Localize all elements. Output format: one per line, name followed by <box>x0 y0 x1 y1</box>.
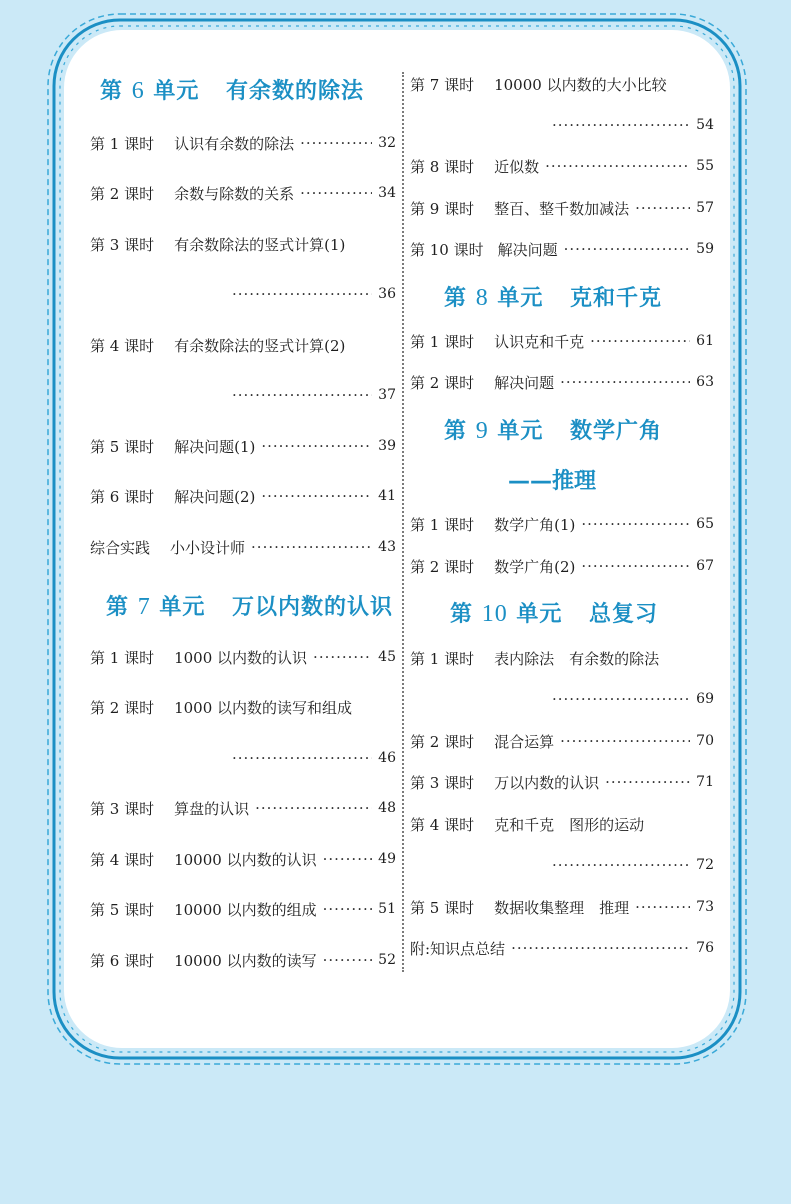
toc-entry[interactable]: 第 5 课时 10000 以内数的组成 ····· 51 <box>90 897 396 921</box>
toc-entry[interactable]: 第 1 课时 认识克和千克 ····· 61 <box>410 329 714 353</box>
toc-entry-continuation[interactable]: ····· 36 <box>226 282 396 306</box>
toc-entry[interactable]: 第 2 课时 数学广角(2) ····· 67 <box>410 554 714 578</box>
toc-entry[interactable]: 第 3 课时 有余数除法的竖式计算(1) <box>90 235 346 254</box>
toc-entry[interactable]: 第 4 课时 克和千克 图形的运动 <box>410 815 645 834</box>
unit-9-heading: 第 9 单元 数学广角 <box>444 418 663 444</box>
toc-entry-continuation[interactable]: ····· 72 <box>546 853 714 877</box>
unit-8-heading: 第 8 单元 克和千克 <box>444 285 663 311</box>
toc-entry[interactable]: 第 6 课时 解决问题(2) ····· 41 <box>90 484 396 508</box>
unit-9-subtitle: ——推理 <box>508 469 597 494</box>
column-divider <box>402 72 404 972</box>
toc-entry[interactable]: 第 1 课时 认识有余数的除法 ····· 32 <box>90 131 396 155</box>
toc-entry[interactable]: 第 10 课时 解决问题 ····· 59 <box>410 237 714 261</box>
toc-entry-continuation[interactable]: ····· 54 <box>546 113 714 137</box>
unit-7-heading: 第 7 单元 万以内数的认识 <box>106 594 394 620</box>
unit-6-heading: 第 6 单元 有余数的除法 <box>100 78 365 104</box>
toc-entry[interactable]: 第 1 课时 表内除法 有余数的除法 <box>410 649 660 668</box>
unit-10-heading: 第 10 单元 总复习 <box>450 601 659 627</box>
toc-entry[interactable]: 第 2 课时 解决问题 ····· 63 <box>410 370 714 394</box>
toc-entry[interactable]: 第 3 课时 万以内数的认识 ····· 71 <box>410 770 714 794</box>
toc-entry[interactable]: 第 6 课时 10000 以内数的读写 ····· 52 <box>90 948 396 972</box>
toc-entry[interactable]: 第 5 课时 解决问题(1) ····· 39 <box>90 434 396 458</box>
toc-entry[interactable]: 第 9 课时 整百、整千数加减法 ····· 57 <box>410 196 714 220</box>
toc-entry[interactable]: 第 8 课时 近似数 ····· 55 <box>410 154 714 178</box>
toc-entry[interactable]: 第 2 课时 1000 以内数的读写和组成 <box>90 698 353 717</box>
toc-entry[interactable]: 第 4 课时 10000 以内数的认识 ····· 49 <box>90 847 396 871</box>
toc-entry[interactable]: 综合实践 小小设计师 ····· 43 <box>90 535 396 559</box>
toc-entry[interactable]: 第 3 课时 算盘的认识 ····· 48 <box>90 796 396 820</box>
toc-entry[interactable]: 第 7 课时 10000 以内数的大小比较 <box>410 75 667 94</box>
toc-entry[interactable]: 第 2 课时 余数与除数的关系 ····· 34 <box>90 181 396 205</box>
toc-entry[interactable]: 第 1 课时 1000 以内数的认识 ····· 45 <box>90 645 396 669</box>
toc-entry-continuation[interactable]: ····· 69 <box>546 687 714 711</box>
toc-entry[interactable]: 第 5 课时 数据收集整理 推理 ····· 73 <box>410 895 714 919</box>
toc-entry[interactable]: 第 2 课时 混合运算 ····· 70 <box>410 729 714 753</box>
toc-entry[interactable]: 第 4 课时 有余数除法的竖式计算(2) <box>90 336 346 355</box>
toc-entry[interactable]: 第 1 课时 数学广角(1) ····· 65 <box>410 512 714 536</box>
toc-entry-appendix[interactable]: 附:知识点总结 ····· 76 <box>410 936 714 960</box>
toc-entry-continuation[interactable]: ····· 37 <box>226 383 396 407</box>
toc-entry-continuation[interactable]: ····· 46 <box>226 746 396 770</box>
